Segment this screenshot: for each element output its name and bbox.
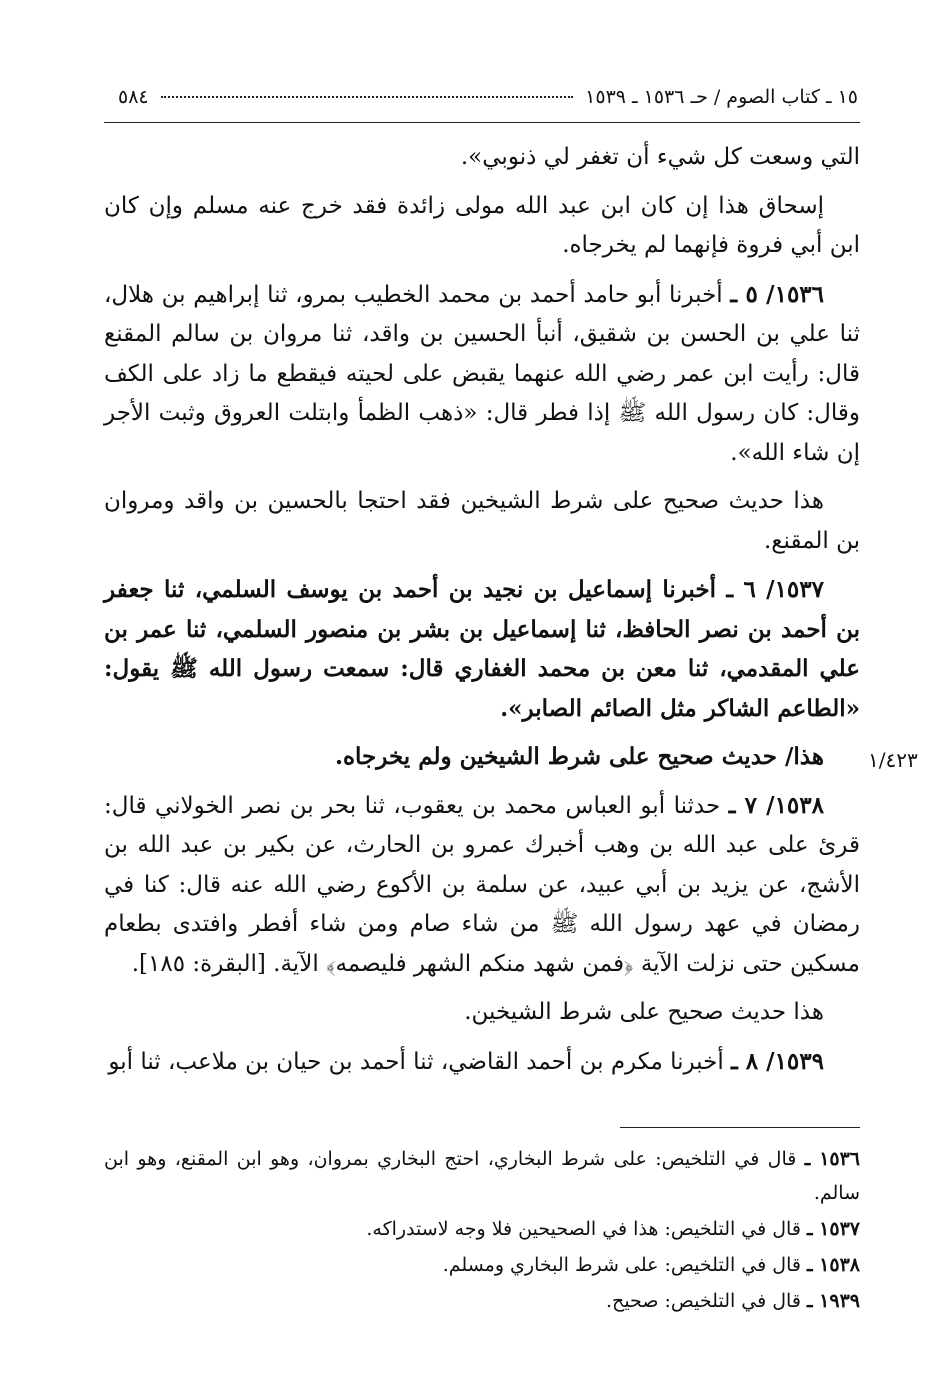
hadith-1538: ١٥٣٨/ ٧ ـ حدثنا أبو العباس محمد بن يعقوب، ثنا بحر بن نصر الخولاني قال: قرئ على عبد الله بن وهب أخبرك عمرو بن الحارث، عن بكير بن عبد الله بن الأشج، عن يزيد بن أبي عبيد، عن سلمة بن الأكوع رضي الله عنه قال: كنا في رمضان في عهد رسول الله ﷺ من شاء صام ومن شاء أفطر وافتدى بطعام مسكين حتى نزلت الآية ﴿فمن شهد منكم الشهر فليصمه﴾ الآية. [البقرة: ١٨٥]. [104,791,860,977]
hadith-number: ١٥٣٨/ ٧ ـ [728,791,824,819]
hadith-number: ١٥٣٦/ ٥ ـ [730,280,825,308]
footnote-1539: ١٩٣٩ ـ قال في التلخيص: صحيح. [606,1290,860,1312]
footnote-number: ١٩٣٩ ـ [806,1290,860,1312]
footnote-rule [620,1127,860,1128]
grading-1537: هذا/ حديث صحيح على شرط الشيخين ولم يخرجاه. [334,743,824,770]
footnote-1538: ١٥٣٨ ـ قال في التلخيص: على شرط البخاري ومسلم. [442,1254,860,1276]
grading-1538: هذا حديث صحيح على شرط الشيخين. [464,999,824,1025]
margin-page-reference: ١/٤٢٣ [868,748,918,772]
hadith-1537: ١٥٣٧/ ٦ ـ أخبرنا إسماعيل بن نجيد بن أحمد بن يوسف السلمي، ثنا جعفر بن أحمد بن نصر الحافظ، ثنا إسماعيل بن بشر بن منصور السلمي، ثنا عمر بن علي المقدمي، ثنا معن بن محمد الغفاري قال: سمعت رسول الله ﷺ يقول: «الطاعم الشاكر مثل الصائم الصابر». [104,576,860,722]
paragraph: التي وسعت كل شيء أن تغفر لي ذنوبي». [460,144,860,170]
hadith-number: ١٥٣٩/ ٨ ـ [731,1047,824,1075]
grading-1536: هذا حديث صحيح على شرط الشيخين فقد احتجا بالحسين بن واقد ومروان بن المقنع. [104,488,860,554]
footnotes [104,1142,860,1320]
hadith-1536: ١٥٣٦/ ٥ ـ أخبرنا أبو حامد أحمد بن محمد الخطيب بمرو، ثنا إبراهيم بن هلال، ثنا علي بن الحسن بن شقيق، أنبأ الحسين بن واقد، ثنا مروان بن سالم المقنع قال: رأيت ابن عمر رضي الله عنهما يقبض على لحيته فيقطع ما زاد على الكف وقال: كان رسول الله ﷺ إذا فطر قال: «ذهب الظمأ وابتلت العروق وثبت الأجر إن شاء الله». [104,280,860,466]
footnote-1537: ١٥٣٧ ـ قال في التلخيص: هذا في الصحيحين فلا وجه لاستدراكه. [366,1218,860,1240]
header-rule [104,122,860,123]
running-header [118,86,858,120]
footnote-number: ١٥٣٧ ـ [806,1218,860,1240]
paragraph: إسحاق هذا إن كان ابن عبد الله مولى زائدة فقد خرج عنه مسلم وإن كان ابن أبي فروة فإنهما لم يخرجاه. [104,192,860,258]
footnote-number: ١٥٣٨ ـ [806,1254,860,1276]
running-title: ١٥ ـ كتاب الصوم / حـ ١٥٣٦ ـ ١٥٣٩ [585,86,858,108]
footnote-number: ١٥٣٦ ـ [804,1148,861,1170]
footnote-1536: ١٥٣٦ ـ قال في التلخيص: على شرط البخاري، احتج البخاري بمروان، وهو ابن المقنع، وهو ابن سالم. [104,1148,861,1204]
main-text [104,138,860,1091]
hadith-number: ١٥٣٧/ ٦ ـ [726,576,824,603]
header-leader-dots [161,96,574,98]
page-number: ٥٨٤ [118,86,149,108]
hadith-1539: ١٥٣٩/ ٨ ـ أخبرنا مكرم بن أحمد القاضي، ثنا أحمد بن حيان بن ملاعب، ثنا أبو [108,1047,824,1075]
